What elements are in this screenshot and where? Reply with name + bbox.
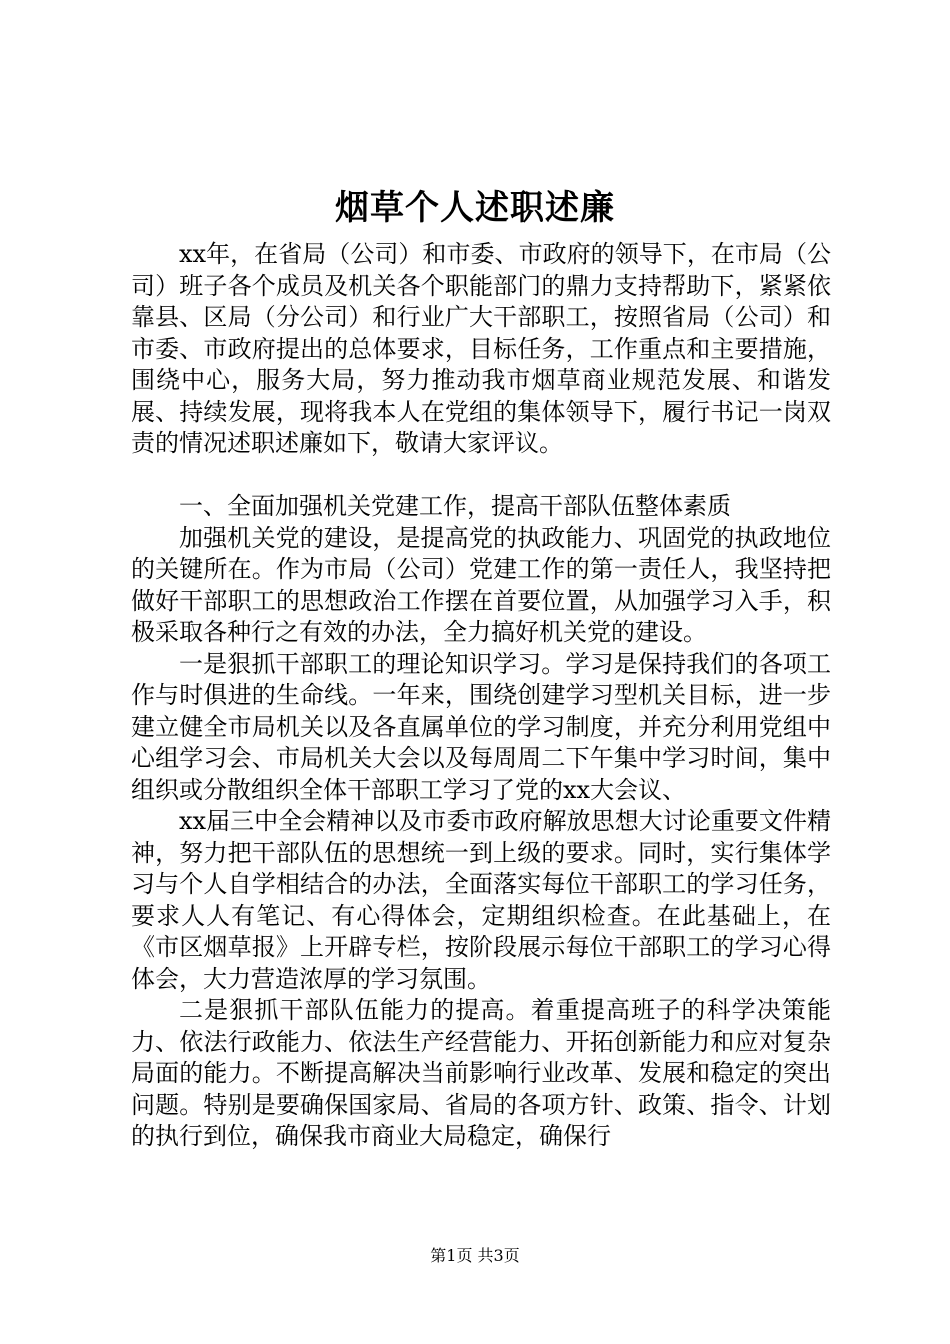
paragraph: 加强机关党的建设，是提高党的执政能力、巩固党的执政地位的关键所在。作为市局（公司）党建工作的第一责任人，我坚持把做好干部职工的思想政治工作摆在首要位置，从加强学习入手，积极采取各种行之有效的办法，全力搞好机关党的建设。 [131,523,831,646]
paragraph-intro: xx年，在省局（公司）和市委、市政府的领导下，在市局（公司）班子各个成员及机关各个职能部门的鼎力支持帮助下，紧紧依靠县、区局（分公司）和行业广大干部职工，按照省局（公司）和市委、市政府提出的总体要求，目标任务，工作重点和主要措施，围绕中心，服务大局，努力推动我市烟草商业规范发展、和谐发展、持续发展，现将我本人在党组的集体领导下，履行书记一岗双责的情况述职述廉如下，敬请大家评议。 [131,240,831,457]
paragraph: 二是狠抓干部队伍能力的提高。着重提高班子的科学决策能力、依法行政能力、依法生产经营能力、开拓创新能力和应对复杂局面的能力。不断提高解决当前影响行业改革、发展和稳定的突出问题。特别是要确保国家局、省局的各项方针、政策、指令、计划的执行到位，确保我市商业大局稳定，确保行 [131,996,831,1150]
section-heading: 一、全面加强机关党建工作，提高干部队伍整体素质 [179,492,731,520]
document-title: 烟草个人述职述廉 [335,188,615,228]
document-body [131,239,831,1153]
page-footer: 第1页 共3页 [430,1246,520,1265]
paragraph: xx届三中全会精神以及市委市政府解放思想大讨论重要文件精神，努力把干部队伍的思想统一到上级的要求。同时，实行集体学习与个人自学相结合的办法，全面落实每位干部职工的学习任务，要求人人有笔记、有心得体会，定期组织检查。在此基础上，在《市区烟草报》上开辟专栏，按阶段展示每位干部职工的学习心得体会，大力营造浓厚的学习氛围。 [131,807,831,993]
paragraph: 一是狠抓干部职工的理论知识学习。学习是保持我们的各项工作与时俱进的生命线。一年来，围绕创建学习型机关目标，进一步建立健全市局机关以及各直属单位的学习制度，并充分利用党组中心组学习会、市局机关大会以及每周周二下午集中学习时间，集中组织或分散组织全体干部职工学习了党的xx大会议、 [131,649,831,804]
